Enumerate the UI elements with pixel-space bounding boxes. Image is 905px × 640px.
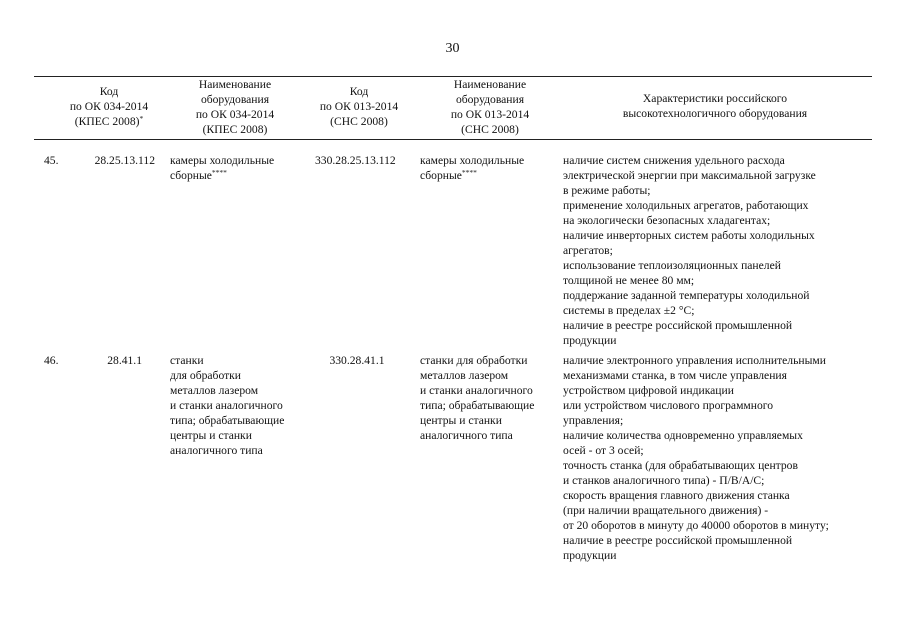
header-characteristics: Характеристики российского высокотехнологичного оборудования [622, 92, 808, 120]
row-name-kpes-footnote: **** [211, 168, 227, 177]
row-name-snc [420, 153, 560, 183]
header-name-snc: Наименование оборудования по ОК 013-2014 (СНС 2008) [450, 78, 530, 136]
row-code-kpes: 28.25.13.112 [94, 154, 155, 167]
row-characteristics: наличие электронного управления исполнительными механизмами станка, в том числе управления устройством цифровой индикации или устройством числового программного управления; наличие количества одновременно управляемых осей - от 3 осей; точность станка (для обрабатывающих центров и станков аналогичного типа) - П/В/А/С; скорость вращения главного движения станка (при наличии вращательного движения) - от 20 оборотов в минуту до 40000 оборотов в минуту; наличие в реестре российской промышленной продукции [563, 354, 829, 562]
row-code-snc: 330.28.41.1 [329, 354, 385, 367]
header-code-kpes-text: Код по ОК 034-2014 (КПЕС 2008) [69, 85, 149, 128]
row-code-kpes: 28.41.1 [107, 354, 142, 367]
header-name-kpes: Наименование оборудования по ОК 034-2014 (КПЕС 2008) [195, 78, 275, 136]
page-number: 30 [445, 41, 460, 56]
row-number: 46. [44, 354, 59, 367]
row-name-snc-footnote: **** [461, 168, 477, 177]
row-name-snc: станки для обработки металлов лазером и станки аналогичного типа; обрабатывающие центры и станки аналогичного типа [420, 354, 535, 442]
header-code-kpes [44, 84, 174, 129]
row-name-kpes [170, 153, 310, 183]
row-characteristics: наличие систем снижения удельного расхода электрической энергии при максимальной загрузке в режиме работы; применение холодильных агрегатов, работающих на экологически безопасных хладагентах; наличие инверторных систем работы холодильных агрегатов; использование теплоизоляционных панелей толщиной не менее 80 мм; поддержание заданной температуры холодильной системы в пределах ±2 °С; наличие в реестре российской промышленной продукции [563, 154, 816, 347]
header-code-snc: Код по ОК 013-2014 (СНС 2008) [319, 85, 399, 128]
header-code-kpes-footnote: * [139, 114, 144, 123]
row-code-snc: 330.28.25.13.112 [315, 154, 396, 167]
row-name-kpes: станки для обработки металлов лазером и станки аналогичного типа; обрабатывающие центры и станки аналогичного типа [170, 354, 285, 457]
table-header-rule [34, 139, 872, 140]
row-name-snc-text: камеры холодильные сборные [420, 154, 525, 182]
row-number: 45. [44, 154, 59, 167]
row-name-kpes-text: камеры холодильные сборные [170, 154, 275, 182]
